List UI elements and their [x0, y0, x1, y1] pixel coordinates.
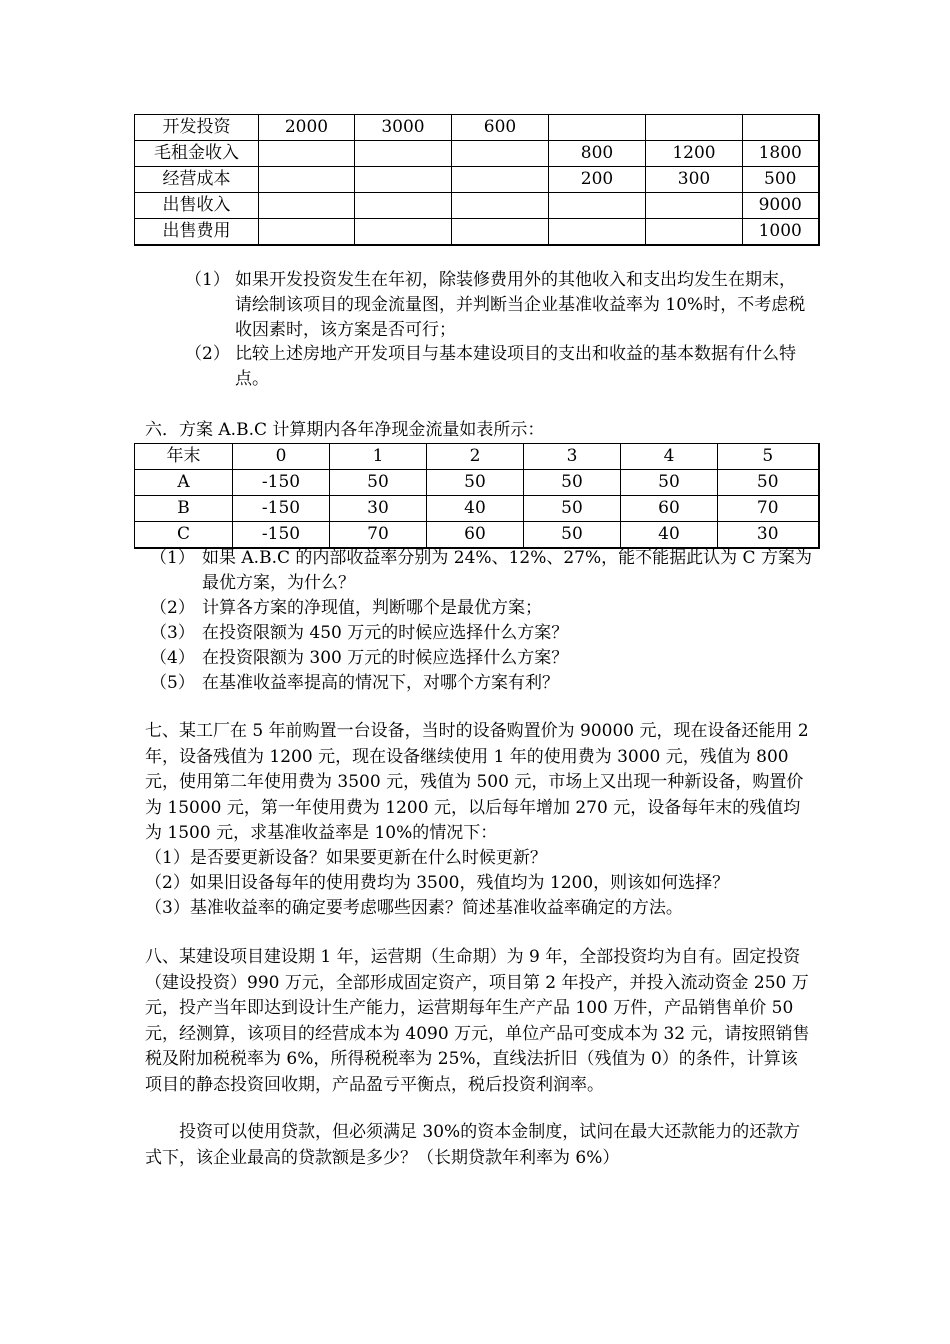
table-header-cell: 3: [524, 444, 621, 470]
table-cell: [452, 167, 549, 193]
table-row: [135, 193, 819, 219]
table-cell: [646, 193, 743, 219]
item-number: （5）: [150, 673, 195, 693]
problem-paragraph: 投资可以使用贷款，但必须满足 30%的资本金制度，试问在最大还款能力的还款方式下，该企业最高的贷款额是多少？（长期贷款年利率为 6%）: [145, 1122, 801, 1168]
table-cell: [355, 141, 452, 167]
table-cell: 50: [524, 470, 621, 496]
table-cell: 50: [427, 470, 524, 496]
table-cell: 60: [621, 496, 718, 522]
table-cell: [355, 219, 452, 246]
table-row: [135, 167, 819, 193]
table-cell: 40: [621, 522, 718, 549]
question-item: （3）基准收益率的确定要考虑哪些因素？简述基准收益率确定的方法。: [145, 898, 683, 918]
table-header-row: [135, 444, 819, 470]
table-cell: 2000: [259, 115, 355, 141]
table-cell: [549, 193, 646, 219]
table-cell: [549, 219, 646, 246]
item-text: 如果开发投资发生在年初，除装修费用外的其他收入和支出均发生在期末，请绘制该项目的现金流量图，并判断当企业基准收益率为 10%时，不考虑税收因素时，该方案是否可行；: [235, 270, 806, 340]
table-cell: [452, 193, 549, 219]
table-cell: -150: [233, 522, 330, 549]
table-cell: [646, 115, 743, 141]
table-cell: B: [135, 496, 233, 522]
table-cell: [355, 193, 452, 219]
table-cell: C: [135, 522, 233, 549]
table-cell: -150: [233, 496, 330, 522]
question-item: （2）如果旧设备每年的使用费均为 3500，残值均为 1200，则该如何选择？: [145, 873, 730, 893]
table-cell: 3000: [355, 115, 452, 141]
table-cell: [355, 167, 452, 193]
table-cell: 50: [524, 496, 621, 522]
item-text: 在基准收益率提高的情况下，对哪个方案有利？: [202, 673, 559, 693]
table-cell: A: [135, 470, 233, 496]
table-cell: -150: [233, 470, 330, 496]
table-cell: [259, 167, 355, 193]
table-cell: 300: [646, 167, 743, 193]
item-text: 比较上述房地产开发项目与基本建设项目的支出和收益的基本数据有什么特点。: [235, 344, 796, 389]
table-cell: [743, 115, 819, 141]
item-text: 如果 A.B.C 的内部收益率分别为 24%、12%、27%，能不能据此认为 C 方案为最优方案，为什么？: [202, 548, 812, 593]
table-cell: 开发投资: [135, 115, 259, 141]
table-row: [135, 470, 819, 496]
table-cell: [259, 141, 355, 167]
table-cell: [259, 219, 355, 246]
item-number: （3）: [150, 623, 195, 643]
table-cell: 500: [743, 167, 819, 193]
item-text: 在投资限额为 450 万元的时候应选择什么方案？: [202, 623, 569, 643]
question-item: （1）是否要更新设备？如果要更新在什么时候更新？: [145, 848, 547, 868]
cashflow-table-1: [134, 114, 820, 246]
table-header-cell: 1: [330, 444, 427, 470]
table-row: [135, 219, 819, 246]
table-cell: 30: [718, 522, 819, 549]
table-cell: [452, 219, 549, 246]
table-cell: 50: [621, 470, 718, 496]
item-text: 在投资限额为 300 万元的时候应选择什么方案？: [202, 648, 569, 668]
table-cell: 70: [330, 522, 427, 549]
table-header-cell: 0: [233, 444, 330, 470]
net-cashflow-table: [134, 443, 820, 549]
table-cell: 9000: [743, 193, 819, 219]
table-cell: 30: [330, 496, 427, 522]
table-row: [135, 496, 819, 522]
table-cell: 出售收入: [135, 193, 259, 219]
table-cell: 600: [452, 115, 549, 141]
table-cell: 50: [718, 470, 819, 496]
table-cell: 50: [330, 470, 427, 496]
table-cell: [549, 115, 646, 141]
table-cell: 200: [549, 167, 646, 193]
item-number: （2）: [185, 344, 230, 364]
table-cell: 50: [524, 522, 621, 549]
table-cell: 1800: [743, 141, 819, 167]
table-cell: 出售费用: [135, 219, 259, 246]
item-number: （2）: [150, 598, 195, 618]
table-row: [135, 141, 819, 167]
table-cell: 60: [427, 522, 524, 549]
table-cell: 70: [718, 496, 819, 522]
table-cell: 40: [427, 496, 524, 522]
table-header-cell: 2: [427, 444, 524, 470]
table-cell: 经营成本: [135, 167, 259, 193]
item-number: （1）: [150, 548, 195, 568]
table-cell: 毛租金收入: [135, 141, 259, 167]
table-header-cell: 4: [621, 444, 718, 470]
problem-paragraph: 七、某工厂在 5 年前购置一台设备，当时的设备购置价为 90000 元，现在设备还能用 2 年，设备残值为 1200 元，现在设备继续使用 1 年的使用费为 3000 元，残值为 800 元，使用第二年使用费为 3500 元，残值为 500 元，市场上又出现一种新设备，购置价为 15000 元，第一年使用费为 1200 元，以后每年增加 270 元，设备每年末的残值均为 1500 元，求基准收益率是 10%的情况下：: [145, 721, 809, 843]
section-title: 六．方案 A.B.C 计算期内各年净现金流量如表所示：: [145, 420, 545, 440]
table-row: [135, 115, 819, 141]
table-row: [135, 522, 819, 549]
item-number: （1）: [185, 270, 230, 290]
table-cell: 1200: [646, 141, 743, 167]
problem-paragraph: 八、某建设项目建设期 1 年，运营期（生命期）为 9 年，全部投资均为自有。固定投资（建设投资）990 万元，全部形成固定资产，项目第 2 年投产，并投入流动资金 250 万元，投产当年即达到设计生产能力，运营期每年生产产品 100 万件，产品销售单价 50 元，经测算，该项目的经营成本为 4090 万元，单位产品可变成本为 32 元，请按照销售税及附加税税率为 6%，所得税税率为 25%，直线法折旧（残值为 0）的条件，计算该项目的静态投资回收期，产品盈亏平衡点，税后投资利润率。: [145, 947, 810, 1095]
table-header-cell: 5: [718, 444, 819, 470]
table-cell: 800: [549, 141, 646, 167]
item-number: （4）: [150, 648, 195, 668]
item-text: 计算各方案的净现值，判断哪个是最优方案；: [202, 598, 542, 618]
table-cell: [259, 193, 355, 219]
table-header-cell: 年末: [135, 444, 233, 470]
table-cell: 1000: [743, 219, 819, 246]
table-cell: [452, 141, 549, 167]
table-cell: [646, 219, 743, 246]
